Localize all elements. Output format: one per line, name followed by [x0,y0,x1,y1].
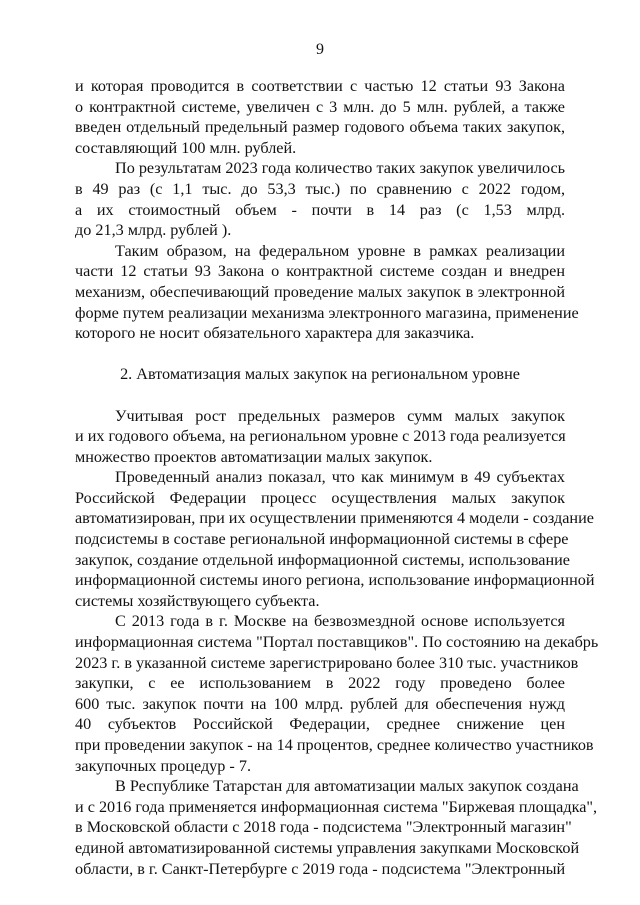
paragraph-moscow-portal [75,611,599,776]
text-line: введен отдельный предельный размер годового объема таких закупок, [75,118,565,137]
text-line: составляющий 100 млн. рублей. [75,138,297,157]
text-line: С 2013 года в г. Москве на безвозмездной основе используется [115,612,565,631]
text-line: В Республике Татарстан для автоматизации малых закупок создана [115,777,579,796]
text-line: при проведении закупок - на 14 процентов, среднее количество участников [75,736,594,754]
text-line: единой автоматизированной системы управления закупками Московской [75,838,580,857]
text-line: системы хозяйствующего субъекта. [75,591,320,610]
document-body [75,76,599,879]
text-line: подсистемы в составе региональной информационной системы в сфере [75,530,569,549]
paragraph-contract-limit [75,76,565,158]
spacer [75,385,565,406]
text-line: Российской Федерации процесс осуществления малых закупок [75,488,565,507]
text-line: в 49 раз (с 1,1 тыс. до 53,3 тыс.) по сравнению с 2022 годом, [75,179,565,198]
text-line: закупок, создание отдельной информационной системы, использование [75,550,570,569]
text-line: и которая проводится в соответствии с частью 12 статьи 93 Закона [75,77,565,95]
text-line: о контрактной системе, увеличен с 3 млн. до 5 млн. рублей, а также [75,97,565,116]
text-line: и с 2016 года применяется информационная система "Биржевая площадка", [75,797,598,816]
paragraph-federal-summary [75,241,579,344]
page-number: 9 [316,41,324,58]
text-line: Учитывая рост предельных размеров сумм малых закупок [115,406,565,425]
text-line: Таким образом, на федеральном уровне в рамках реализации [115,241,565,260]
text-line: форме путем реализации механизма электронного магазина, применение [75,303,579,322]
text-line: а их стоимостный объем - почти в 14 раз (с 1,53 млрд. [75,200,565,219]
text-line: 40 субъектов Российской Федерации, среднее снижение цен [75,715,565,734]
text-line: информационной системы иного региона, использование информационной [75,571,595,590]
text-line: автоматизирован, при их осуществлении применяются 4 модели - создание [75,509,594,528]
text-line: в Московской области с 2018 года - подсистема "Электронный магазин" [75,818,572,837]
text-line: По результатам 2023 года количество таких закупок увеличилось [115,159,566,178]
text-line: механизм, обеспечивающий проведение малых закупок в электронной [75,282,565,301]
text-line: закупочных процедур - 7. [75,756,251,775]
text-line: 2023 г. в указанной системе зарегистрировано более 310 тыс. участников [75,653,579,672]
text-line: до 21,3 млрд. рублей ). [75,221,232,240]
paragraph-tatarstan-systems [75,776,598,879]
text-line: закупки, с ее использованием в 2022 году проведено более [75,674,565,693]
text-line: 600 тыс. закупок почти на 100 млрд. рублей для обеспечения нужд [75,694,565,713]
text-line: и их годового объема, на региональном уровне с 2013 года реализуется [75,427,566,446]
text-line: которого не носит обязательного характера для заказчика. [75,324,475,343]
text-line: области, в г. Санкт-Петербурге с 2019 года - подсистема "Электронный [75,859,566,878]
paragraph-regional-intro [75,406,565,468]
text-line: множество проектов автоматизации малых закупок. [75,447,433,466]
text-line: части 12 статьи 93 Закона о контрактной системе создан и внедрен [75,262,565,281]
paragraph-2023-results [75,158,565,240]
text-line: Проведенный анализ показал, что как минимум в 49 субъектах [115,468,565,487]
spacer [75,344,565,365]
text-line: информационная система "Портал поставщиков". По состоянию на декабрь [75,633,599,652]
paragraph-analysis [75,467,595,611]
section-heading: 2. Автоматизация малых закупок на региональном уровне [120,365,520,384]
